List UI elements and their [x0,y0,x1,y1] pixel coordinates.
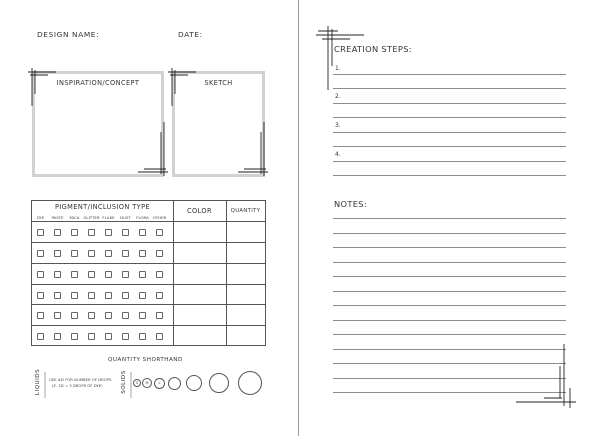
pigment-checkbox[interactable] [71,312,78,319]
step-line[interactable] [333,74,566,75]
solids-size-circle: S [133,379,141,387]
step-line[interactable] [333,132,566,133]
corner-ornament-icon [168,68,198,108]
pigment-header: PIGMENT/INCLUSION TYPE [54,203,151,211]
sketch-title: SKETCH [204,79,233,87]
step-line[interactable] [333,175,566,176]
solids-size-circle: M [142,378,152,388]
creation-steps-title: CREATION STEPS: [334,44,412,54]
subtype-glitter: GLITTER [83,215,100,220]
note-line[interactable] [333,262,566,263]
pigment-checkbox[interactable] [139,229,146,236]
pigment-checkbox[interactable] [122,292,129,299]
pigment-checkbox[interactable] [156,312,163,319]
pigment-table [31,200,266,346]
pigment-checkbox[interactable] [88,271,95,278]
note-line[interactable] [333,247,566,248]
pigment-checkbox[interactable] [54,250,61,257]
pigment-checkbox[interactable] [88,312,95,319]
date-label: DATE: [178,30,203,39]
pigment-checkbox[interactable] [139,250,146,257]
pigment-checkbox[interactable] [71,333,78,340]
shorthand-title: QUANTITY SHORTHAND [108,357,183,363]
note-line[interactable] [333,276,566,277]
note-line[interactable] [333,233,566,234]
pigment-checkbox[interactable] [105,250,112,257]
pigment-checkbox[interactable] [71,250,78,257]
step-line[interactable] [333,146,566,147]
pigment-checkbox[interactable] [122,271,129,278]
color-header: COLOR [186,207,212,215]
divider [44,372,46,398]
pigment-checkbox[interactable] [105,312,112,319]
pigment-checkbox[interactable] [156,333,163,340]
pigment-checkbox[interactable] [54,271,61,278]
liquids-label: LIQUIDS [35,368,42,396]
liquids-note-line1: USE #D FOR NUMBER OF DROPS [49,377,112,382]
pigment-checkbox[interactable] [71,271,78,278]
step-number: 2. [335,93,341,100]
note-line[interactable] [333,291,566,292]
liquids-note-line2: (E. 3D = 3 DROPS OF DYE) [52,383,103,388]
pigment-checkbox[interactable] [71,292,78,299]
pigment-checkbox[interactable] [37,250,44,257]
pigment-checkbox[interactable] [122,229,129,236]
note-line[interactable] [333,218,566,219]
pigment-checkbox[interactable] [156,292,163,299]
subtype-paste: PASTE [51,215,64,220]
design-name-label: DESIGN NAME: [37,30,100,39]
subtype-flake: FLAKE [102,215,115,220]
solids-size-circle [186,375,202,391]
step-line[interactable] [333,117,566,118]
solids-size-circle [168,377,181,390]
pigment-checkbox[interactable] [156,271,163,278]
subtype-dust: DUST [120,215,131,220]
step-number: 1. [335,65,341,72]
pigment-checkbox[interactable] [71,229,78,236]
pigment-checkbox[interactable] [156,250,163,257]
note-line[interactable] [333,320,566,321]
solids-size-circle [209,373,229,393]
corner-ornament-icon [316,26,366,91]
step-number: 4. [335,151,341,158]
quantity-header: QUANTITY [230,208,261,214]
pigment-checkbox[interactable] [54,292,61,299]
inspiration-title: INSPIRATION/CONCEPT [56,79,140,87]
pigment-checkbox[interactable] [139,333,146,340]
pigment-checkbox[interactable] [139,312,146,319]
pigment-checkbox[interactable] [88,292,95,299]
solids-label: SOLIDS [120,370,127,394]
subtype-other: OTHER [152,215,167,220]
pigment-checkbox[interactable] [88,229,95,236]
corner-ornament-icon [238,122,268,177]
step-line[interactable] [333,103,566,104]
divider [130,372,132,398]
solids-size-circle: L [154,378,165,389]
pigment-checkbox[interactable] [156,229,163,236]
solids-size-circle [238,371,262,395]
pigment-checkbox[interactable] [122,250,129,257]
pigment-checkbox[interactable] [37,292,44,299]
step-number: 3. [335,122,341,129]
pigment-checkbox[interactable] [37,333,44,340]
pigment-checkbox[interactable] [88,250,95,257]
pigment-checkbox[interactable] [88,333,95,340]
note-line[interactable] [333,334,566,335]
corner-ornament-icon [138,122,168,177]
pigment-checkbox[interactable] [139,292,146,299]
subtype-dye: DYE [36,215,45,220]
pigment-checkbox[interactable] [105,229,112,236]
subtype-mica: MICA [69,215,80,220]
pigment-checkbox[interactable] [105,333,112,340]
pigment-checkbox[interactable] [37,229,44,236]
pigment-checkbox[interactable] [54,333,61,340]
pigment-checkbox[interactable] [105,271,112,278]
pigment-checkbox[interactable] [37,312,44,319]
page-spine [298,0,299,436]
corner-ornament-icon [516,344,578,408]
pigment-checkbox[interactable] [37,271,44,278]
notes-title: NOTES: [334,199,367,209]
pigment-checkbox[interactable] [139,271,146,278]
pigment-checkbox[interactable] [122,312,129,319]
note-line[interactable] [333,305,566,306]
subtype-flora: FLORA [136,215,149,220]
pigment-checkbox[interactable] [105,292,112,299]
step-line[interactable] [333,88,566,89]
pigment-checkbox[interactable] [122,333,129,340]
pigment-checkbox[interactable] [54,229,61,236]
step-line[interactable] [333,161,566,162]
corner-ornament-icon [28,68,58,108]
pigment-checkbox[interactable] [54,312,61,319]
